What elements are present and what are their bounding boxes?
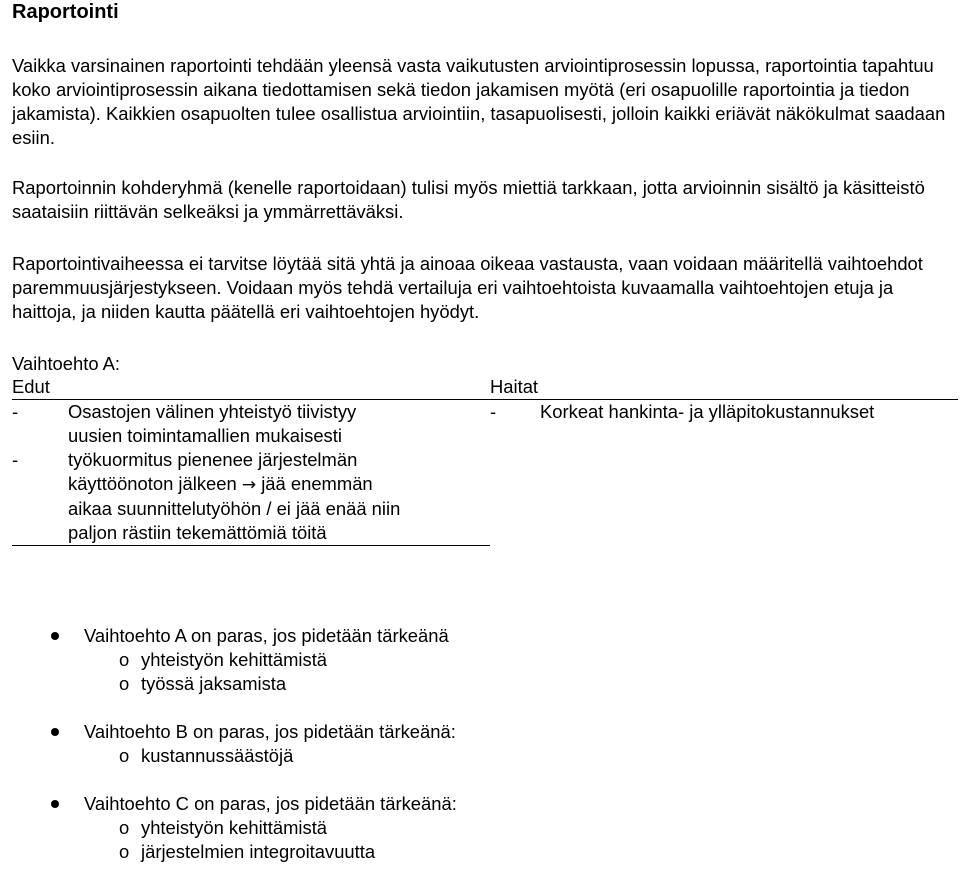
page-title: Raportointi [12,1,119,23]
sub-bullet-marker: o [119,841,130,862]
list-item [12,624,457,696]
sub-item-text: järjestelmien integroitavuutta [141,841,376,862]
sub-item [12,840,457,864]
right-arrow-icon: → [241,475,257,495]
list-item-label: Vaihtoehto B on paras, jos pidetään tärkeänä: [84,721,456,742]
sub-item [12,816,457,840]
paragraph-3: Raportointivaiheessa ei tarvitse löytää sitä yhtä ja ainoaa oikeaa vastausta, vaan voidaan määritellä vaihtoehdot paremmuusjärjestykseen. Voidaan myös tehdä vertailuja eri vaihtoehtoista kuvaamalla vaihtoehtojen etuja ja haittoja, ja niiden kautta päätellä eri vaihtoehtojen hyödyt. [12,253,923,322]
option-summary-list [12,624,457,888]
sub-bullet-marker: o [119,649,130,670]
pros-list [12,400,490,546]
pros-cons-table [12,375,958,546]
pros-header: Edut [12,375,490,400]
pro-item [12,400,490,448]
paragraph-2: Raportoinnin kohderyhmä (kenelle raportoidaan) tulisi myös miettiä tarkkaan, jotta arvioinnin sisältö ja käsitteistö saataisiin riittävän selkeäksi ja ymmärrettäväksi. [12,177,925,222]
cons-header: Haitat [490,375,958,400]
pro-item-line: uusien toimintamallien mukaisesti [68,425,342,446]
sub-item [12,744,457,768]
dash-marker: - [490,401,497,422]
dash-marker: - [12,449,19,470]
sub-item-text: työssä jaksamista [141,673,287,694]
pro-item-line: aikaa suunnittelutyöhön / ei jää enää niin [68,498,401,519]
pro-item-line: käyttöönoton jälkeen [68,473,237,494]
list-item [12,720,457,768]
pro-item-line: jää enemmän [261,473,373,494]
bullet-dot-icon [12,624,84,648]
con-item-text: Korkeat hankinta- ja ylläpitokustannukset [540,401,875,422]
option-a-heading: Vaihtoehto A: [12,353,121,374]
dash-marker: - [12,401,19,422]
bullet-dot-icon [12,792,84,816]
sub-item [12,648,457,672]
list-item-label: Vaihtoehto A on paras, jos pidetään tärkeänä [84,625,449,646]
sub-bullet-marker: o [119,745,130,766]
sub-bullet-marker: o [119,817,130,838]
pro-item [12,448,490,545]
sub-item-text: yhteistyön kehittämistä [141,649,328,670]
con-item [490,400,958,424]
pro-item-line: paljon rästiin tekemättömiä töitä [68,522,327,543]
list-item-label: Vaihtoehto C on paras, jos pidetään tärkeänä: [84,793,457,814]
pro-item-line: Osastojen välinen yhteistyö tiivistyy [68,401,357,422]
sub-item-text: kustannussäästöjä [141,745,294,766]
paragraph-1: Vaikka varsinainen raportointi tehdään yleensä vasta vaikutusten arviointiprosessin lopussa, raportointia tapahtuu koko arviointiprosessin aikana tiedottamisen sekä tiedon jakamisen myötä (eri osapuolille raportointia ja tiedon jakamista). Kaikkien osapuolten tulee osallistua arviointiin, tasapuolisesti, jolloin kaikki eriävät näkökulmat saadaan esiin. [12,55,946,148]
list-item [12,792,457,864]
sub-item-text: yhteistyön kehittämistä [141,817,328,838]
bullet-dot-icon [12,720,84,744]
pro-item-line: työkuormitus pienenee järjestelmän [68,449,358,470]
sub-bullet-marker: o [119,673,130,694]
sub-item [12,672,457,696]
cons-list [490,400,958,546]
